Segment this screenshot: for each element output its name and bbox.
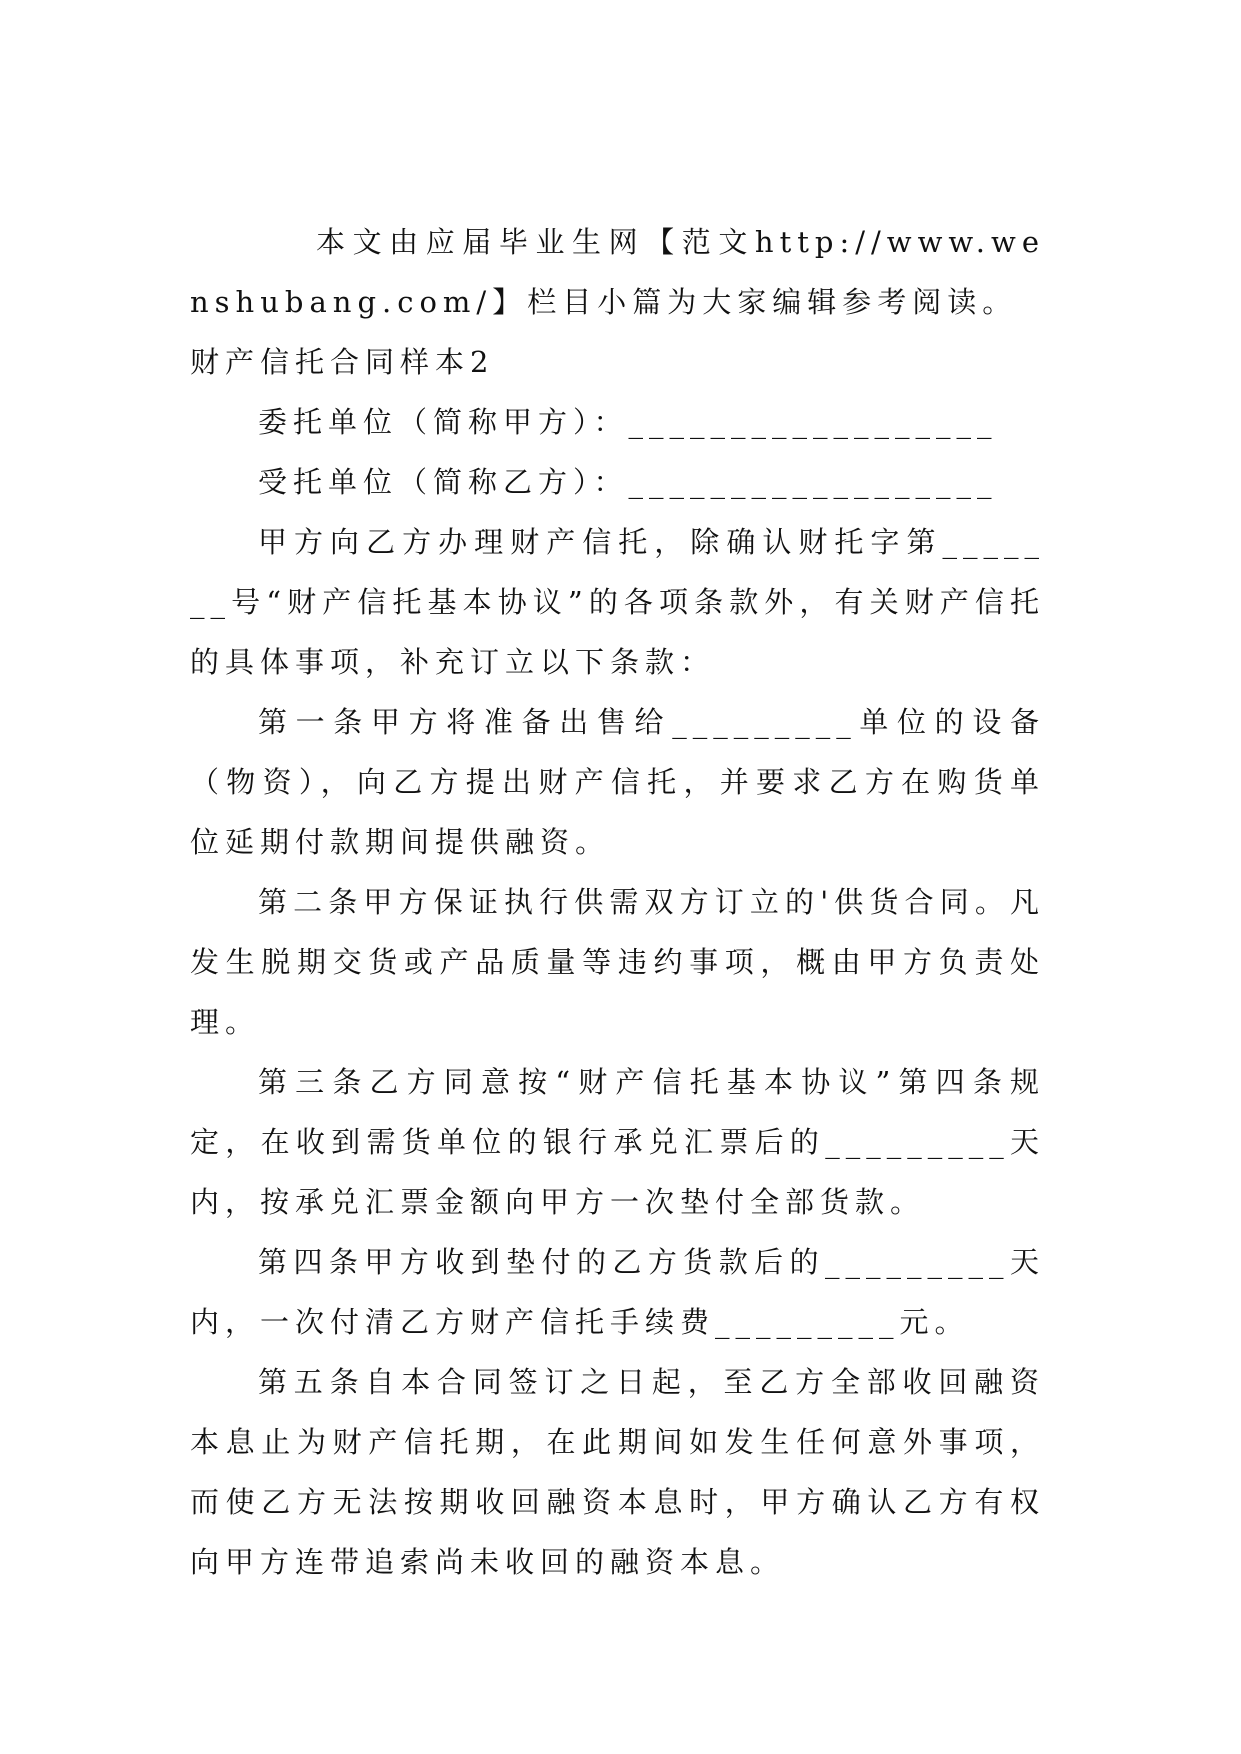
intro-paragraph: 本文由应届毕业生网【范文http://www.wenshubang.com/】栏目小篇为大家编辑参考阅读。 bbox=[190, 225, 1045, 319]
party-b-line: 受托单位（简称乙方）：__________________ bbox=[258, 465, 998, 499]
article-2: 第二条甲方保证执行供需双方订立的'供货合同。凡发生脱期交货或产品质量等违约事项，概由甲方负责处理。 bbox=[190, 885, 1045, 1039]
article-4: 第四条甲方收到垫付的乙方货款后的_________天内，一次付清乙方财产信托手续费_________元。 bbox=[190, 1245, 1045, 1339]
article-5: 第五条自本合同签订之日起，至乙方全部收回融资本息止为财产信托期，在此期间如发生任何意外事项，而使乙方无法按期收回融资本息时，甲方确认乙方有权向甲方连带追索尚未收回的融资本息。 bbox=[190, 1365, 1045, 1579]
document-page bbox=[190, 212, 1045, 1592]
preamble-paragraph: 甲方向乙方办理财产信托，除确认财托字第_______号“财产信托基本协议”的各项条款外，有关财产信托的具体事项，补充订立以下条款： bbox=[190, 525, 1045, 679]
article-3: 第三条乙方同意按“财产信托基本协议”第四条规定，在收到需货单位的银行承兑汇票后的_________天内，按承兑汇票金额向甲方一次垫付全部货款。 bbox=[190, 1065, 1045, 1219]
document-title: 财产信托合同样本2 bbox=[190, 345, 495, 379]
article-1: 第一条甲方将准备出售给_________单位的设备（物资），向乙方提出财产信托，并要求乙方在购货单位延期付款期间提供融资。 bbox=[190, 705, 1045, 859]
party-a-line: 委托单位（简称甲方）：__________________ bbox=[258, 405, 998, 439]
